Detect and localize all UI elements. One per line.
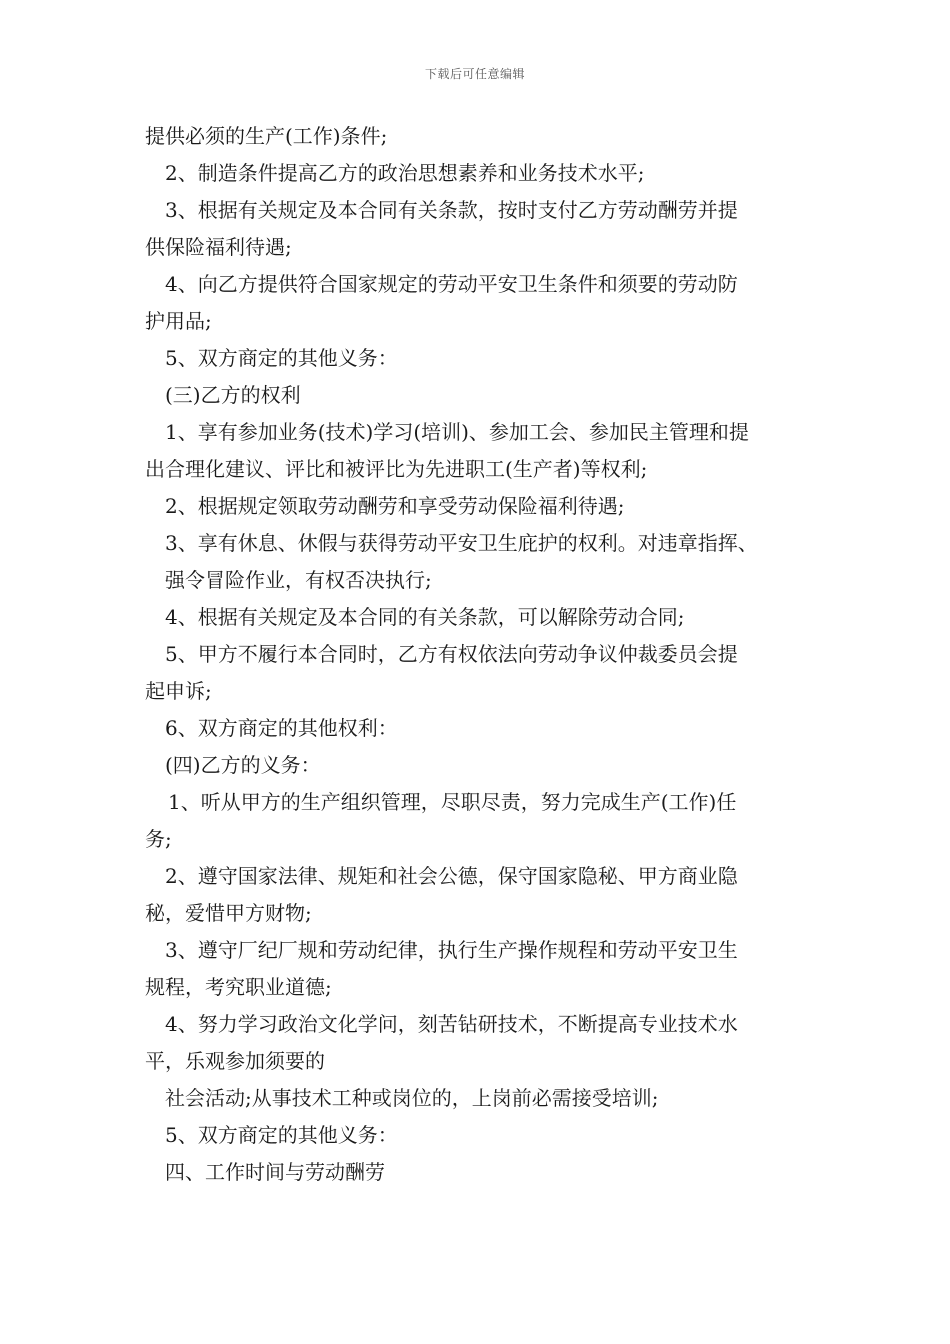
text-line: 出合理化建议、评比和被评比为先进职工(生产者)等权利;: [145, 457, 648, 481]
text-line: 秘，爱惜甲方财物;: [145, 901, 312, 925]
text-line: 4、向乙方提供符合国家规定的劳动平安卫生条件和须要的劳动防: [165, 272, 738, 296]
text-line: 社会活动;从事技术工种或岗位的，上岗前必需接受培训;: [165, 1086, 659, 1110]
text-line: 2、制造条件提高乙方的政治思想素养和业务技术水平;: [165, 161, 645, 185]
page-header: 下载后可任意编辑: [424, 67, 525, 81]
text-line: 5、双方商定的其他义务：: [165, 1123, 398, 1147]
text-line: 2、遵守国家法律、规矩和社会公德，保守国家隐秘、甲方商业隐: [165, 864, 738, 888]
text-line: 3、根据有关规定及本合同有关条款，按时支付乙方劳动酬劳并提: [165, 198, 738, 222]
text-line: 提供必须的生产(工作)条件;: [145, 124, 388, 148]
text-line: 护用品;: [145, 309, 212, 333]
document-body: [145, 118, 815, 1191]
text-line: 4、努力学习政治文化学问，刻苦钻研技术，不断提高专业技术水: [165, 1012, 738, 1036]
text-line: (三)乙方的权利: [165, 383, 301, 407]
text-line: 平，乐观参加须要的: [145, 1049, 325, 1073]
text-line: 1、听从甲方的生产组织管理，尽职尽责，努力完成生产(工作)任: [168, 790, 737, 814]
text-line: 规程，考究职业道德;: [145, 975, 332, 999]
text-line: 供保险福利待遇;: [145, 235, 292, 259]
text-line: 1、享有参加业务(技术)学习(培训)、参加工会、参加民主管理和提: [165, 420, 749, 444]
text-line: 5、双方商定的其他义务：: [165, 346, 398, 370]
text-line: 四、工作时间与劳动酬劳: [165, 1160, 385, 1184]
text-line: 3、享有休息、休假与获得劳动平安卫生庇护的权利。对违章指挥、: [165, 531, 758, 555]
text-line: 2、根据规定领取劳动酬劳和享受劳动保险福利待遇;: [165, 494, 625, 518]
text-line: (四)乙方的义务：: [165, 753, 321, 777]
text-line: 6、双方商定的其他权利：: [165, 716, 398, 740]
text-line: 起申诉;: [145, 679, 212, 703]
text-line: 5、甲方不履行本合同时，乙方有权依法向劳动争议仲裁委员会提: [165, 642, 738, 666]
text-line: 4、根据有关规定及本合同的有关条款，可以解除劳动合同;: [165, 605, 685, 629]
text-line: 3、遵守厂纪厂规和劳动纪律，执行生产操作规程和劳动平安卫生: [165, 938, 738, 962]
text-line: 强令冒险作业，有权否决执行;: [165, 568, 432, 592]
text-line: 务;: [145, 827, 172, 851]
